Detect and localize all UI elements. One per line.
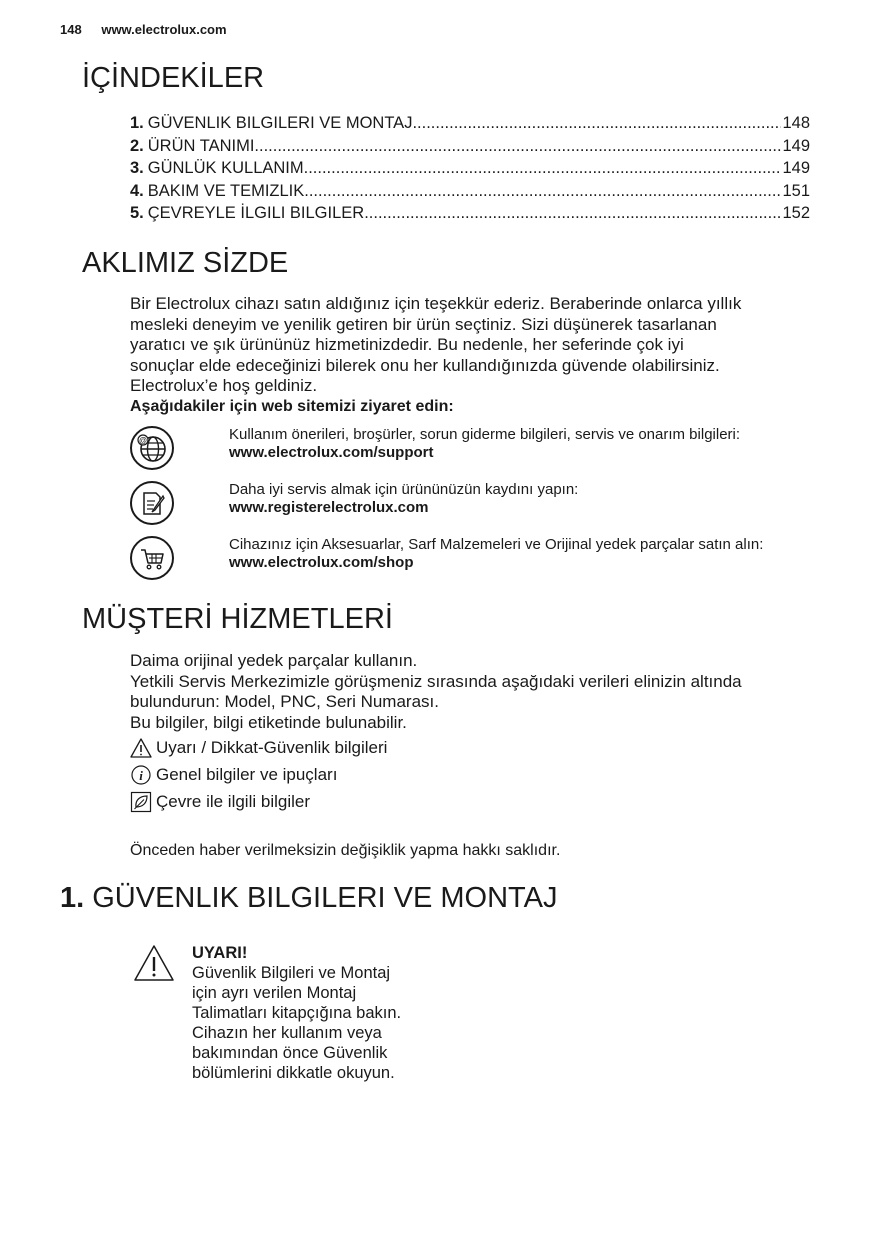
page-header	[60, 22, 227, 37]
toc-item-page: 149	[782, 136, 810, 155]
page-number: 148	[60, 22, 82, 37]
warning-line: bakımından önce Güvenlik	[192, 1044, 388, 1062]
toc-item-number: 3.	[130, 159, 144, 177]
shopping-cart-icon	[130, 536, 174, 580]
toc-leader-dots	[364, 202, 781, 225]
toc-leader-dots	[412, 112, 781, 135]
globe-at-icon	[130, 426, 174, 470]
toc-item-page: 149	[782, 159, 810, 177]
shop-link-row	[130, 536, 830, 588]
toc-item-label: GÜNLÜK KULLANIM	[147, 159, 304, 177]
paragraph-line: Bir Electrolux cihazı satın aldığınız için teşekkür ederiz. Beraberinde onlarca yıllık	[130, 294, 742, 313]
thinking-of-you-text	[130, 294, 820, 417]
info-circle-icon	[130, 764, 152, 786]
paragraph-line: sonuçlar elde edeceğinizi bilerek onu her kullandığınızda güvende olabilirsiniz.	[130, 355, 720, 375]
toc-item-label: ÇEVREYLE İLGILI BILGILER	[147, 204, 365, 222]
toc-item-number: 1.	[130, 114, 144, 132]
section-1-title	[60, 882, 557, 915]
thinking-of-you-title: AKLIMIZ SİZDE	[82, 247, 289, 279]
warning-triangle-icon	[133, 944, 175, 982]
toc-item-page: 151	[782, 181, 810, 200]
table-of-contents	[130, 112, 810, 225]
warning-triangle-icon	[130, 737, 152, 759]
paragraph-line: Electrolux’e hoş geldiniz.	[130, 376, 318, 395]
paragraph-line: Daima orijinal yedek parçalar kullanın.	[130, 651, 418, 670]
paragraph-line: bulundurun: Model, PNC, Seri Numarası.	[130, 692, 439, 711]
legend-warning	[130, 737, 387, 759]
customer-care-text	[130, 651, 820, 733]
paragraph-line: Bu bilgiler, bilgi etiketinde bulunabilir.	[130, 712, 407, 732]
toc-item[interactable]	[130, 202, 810, 225]
change-notice: Önceden haber verilmeksizin değişiklik yapma hakkı saklıdır.	[130, 842, 561, 859]
legend-info-label: Genel bilgiler ve ipuçları	[156, 765, 338, 784]
legend-warning-label: Uyarı / Dikkat-Güvenlik bilgileri	[156, 738, 388, 757]
register-link-row	[130, 481, 830, 533]
shop-description: Cihazınız için Aksesuarlar, Sarf Malzemeleri ve Orijinal yedek parçalar satın alın:	[229, 536, 764, 553]
toc-item[interactable]	[130, 180, 810, 203]
paragraph-line: mesleki deneyim ve yenilik getiren bir ürün seçtiniz. Sizi düşünerek tasarlanan	[130, 314, 717, 334]
warning-title: UYARI!	[192, 944, 248, 962]
register-pen-icon	[130, 481, 174, 525]
toc-item-label: ÜRÜN TANIMI	[147, 136, 255, 155]
warning-box	[192, 943, 432, 1083]
toc-item-label: BAKIM VE TEMIZLIK	[147, 181, 305, 200]
toc-leader-dots	[304, 180, 781, 203]
toc-item-label: GÜVENLIK BILGILERI VE MONTAJ	[147, 114, 413, 132]
legend-environment-label: Çevre ile ilgili bilgiler	[156, 792, 310, 811]
svg-text:i: i	[139, 768, 143, 783]
section-title-text: GÜVENLIK BILGILERI VE MONTAJ	[92, 882, 558, 914]
toc-item[interactable]	[130, 157, 810, 180]
toc-item[interactable]	[130, 112, 810, 135]
visit-website-label: Aşağıdakiler için web sitemizi ziyaret edin:	[130, 397, 454, 415]
register-description: Daha iyi servis almak için ürününüzün kaydını yapın:	[229, 481, 579, 498]
legend-environment	[130, 791, 310, 813]
shop-link-text	[229, 536, 799, 572]
section-number: 1.	[60, 882, 85, 914]
toc-item-number: 4.	[130, 181, 144, 200]
warning-line: bölümlerini dikkatle okuyun.	[192, 1064, 395, 1082]
warning-line: Cihazın her kullanım veya	[192, 1024, 382, 1042]
warning-line: Güvenlik Bilgileri ve Montaj	[192, 964, 391, 982]
shop-url-link[interactable]: www.electrolux.com/shop	[229, 554, 414, 571]
warning-line: Talimatları kitapçığına bakın.	[192, 1004, 402, 1022]
toc-leader-dots	[254, 135, 781, 158]
register-link-text	[229, 481, 819, 517]
toc-item-page: 148	[782, 114, 810, 132]
toc-leader-dots	[304, 157, 782, 180]
register-url-link[interactable]: www.registerelectrolux.com	[229, 499, 429, 516]
warning-line: için ayrı verilen Montaj	[192, 984, 357, 1002]
leaf-icon	[130, 791, 152, 813]
svg-text:@: @	[139, 436, 147, 445]
toc-item-page: 152	[782, 204, 810, 222]
paragraph-line: yaratıcı ve şık ürününüz hizmetinizdedir. Bu nedenle, her seferinde çok iyi	[130, 335, 684, 354]
toc-item[interactable]	[130, 135, 810, 158]
toc-item-number: 5.	[130, 204, 144, 222]
toc-title: İÇİNDEKİLER	[82, 62, 265, 94]
website-link[interactable]: www.electrolux.com	[101, 22, 227, 37]
support-url-link[interactable]: www.electrolux.com/support	[229, 444, 434, 461]
toc-item-number: 2.	[130, 136, 144, 155]
support-link-text	[229, 426, 819, 462]
customer-care-title: MÜŞTERİ HİZMETLERİ	[82, 603, 393, 635]
support-description: Kullanım önerileri, broşürler, sorun giderme bilgileri, servis ve onarım bilgileri:	[229, 426, 741, 443]
paragraph-line: Yetkili Servis Merkezimizle görüşmeniz sırasında aşağıdaki verileri elinizin altında	[130, 671, 742, 691]
support-link-row	[130, 426, 830, 478]
legend-info	[130, 764, 337, 786]
